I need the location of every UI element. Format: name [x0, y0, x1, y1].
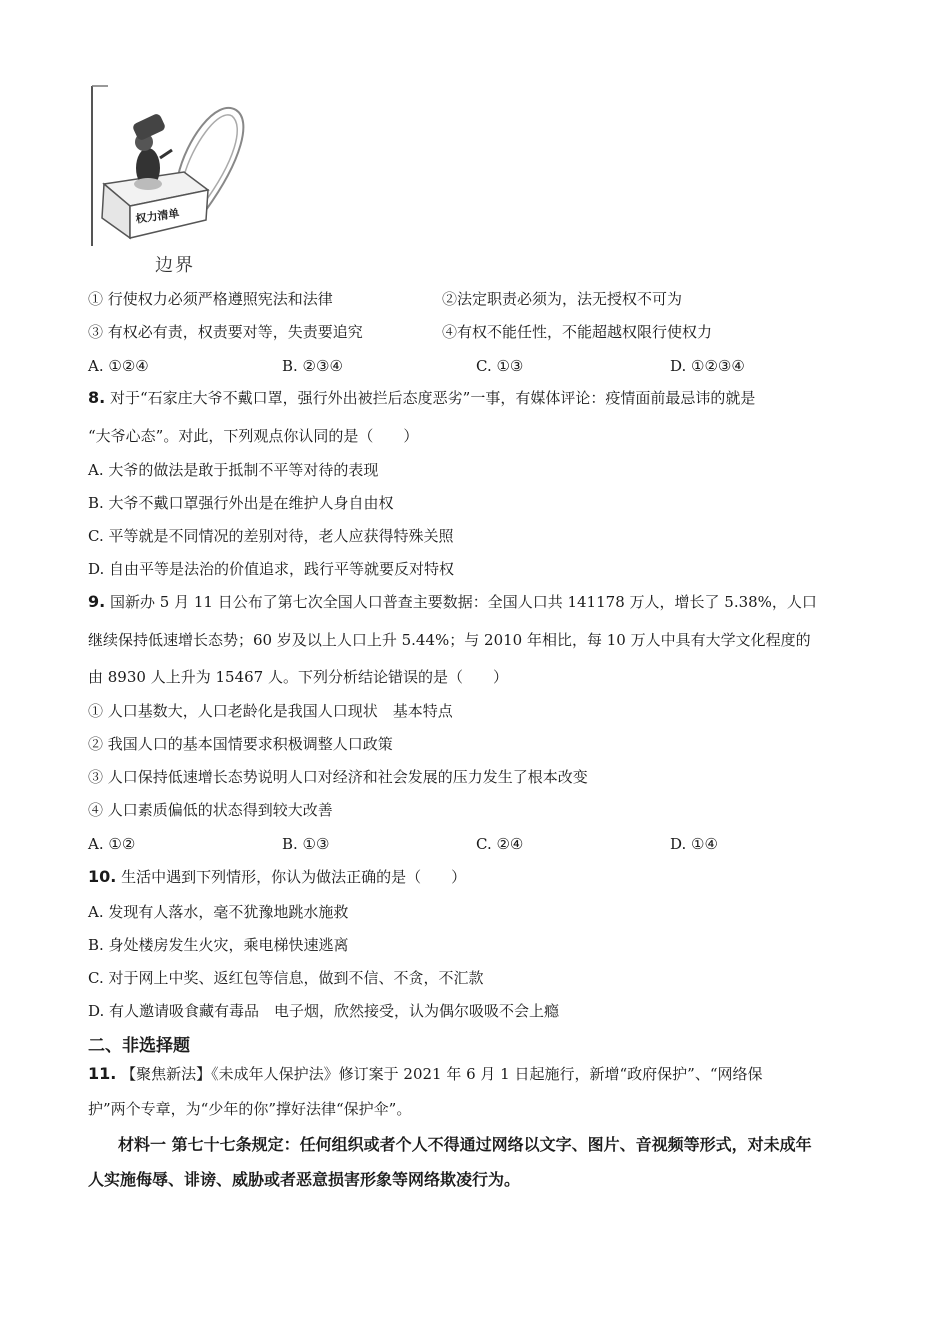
section-heading: 二、非选择题	[88, 1036, 190, 1056]
q7-option-c: C. ①③	[476, 357, 524, 375]
q10-option-b: B. 身处楼房发生火灾，乘电梯快速逃离	[88, 936, 349, 954]
q8-stem-text-1: 对于“石家庄大爷不戴口罩，强行外出被拦后态度恶劣”一事，有媒体评论：疫情面前最忌讳的就是	[110, 389, 756, 407]
q9-statement-4: ④ 人口素质偏低的状态得到较大改善	[88, 801, 333, 819]
q11-stem-text-1: 【聚焦新法】《未成年人保护法》修订案于 2021 年 6 月 1 日起施行，新增“政府保护”、“网络保	[121, 1065, 763, 1083]
q8-option-b: B. 大爷不戴口罩强行外出是在维护人身自由权	[88, 494, 394, 512]
q9-option-d: D. ①④	[670, 835, 718, 853]
q8-number: 8.	[88, 388, 106, 407]
q10-option-d: D. 有人邀请吸食藏有毒品 电子烟，欣然接受，认为偶尔吸吸不会上瘾	[88, 1002, 560, 1020]
q10-option-a: A. 发现有人落水，毫不犹豫地跳水施救	[88, 903, 349, 921]
q8-option-d: D. 自由平等是法治的价值追求，践行平等就要反对特权	[88, 560, 455, 578]
q9-stem-line-1	[88, 592, 817, 612]
q9-option-a: A. ①②	[88, 835, 136, 853]
cartoon-illustration	[86, 80, 246, 276]
q9-statement-3: ③ 人口保持低速增长态势说明人口对经济和社会发展的压力发生了根本改变	[88, 768, 588, 786]
q11-material-line-2: 人实施侮辱、诽谤、威胁或者恶意损害形象等网络欺凌行为。	[88, 1170, 521, 1189]
q11-stem-line-2: 护”两个专章，为“少年的你”撑好法律“保护伞”。	[88, 1100, 412, 1118]
q10-option-c: C. 对于网上中奖、返红包等信息，做到不信、不贪，不汇款	[88, 969, 484, 987]
q8-stem-line-1	[88, 388, 755, 408]
q7-statement-1: ① 行使权力必须严格遵照宪法和法律	[88, 290, 333, 308]
q9-option-b: B. ①③	[282, 835, 330, 853]
cartoon-figure	[86, 80, 246, 276]
q11-number: 11.	[88, 1064, 117, 1083]
q9-option-c: C. ②④	[476, 835, 524, 853]
q10-number: 10.	[88, 867, 117, 886]
q7-option-b: B. ②③④	[282, 357, 343, 375]
q7-statement-4: ④有权不能任性，不能超越权限行使权力	[442, 323, 713, 341]
q9-statement-1: ① 人口基数大，人口老龄化是我国人口现状 基本特点	[88, 702, 453, 720]
q8-stem-line-2: “大爷心态”。对此，下列观点你认同的是（ ）	[88, 427, 419, 445]
box-label: 权力清单	[134, 206, 181, 226]
q11-material-line-1: 材料一 第七十七条规定：任何组织或者个人不得通过网络以文字、图片、音视频等形式，对未成年	[118, 1135, 812, 1154]
q9-statement-2: ② 我国人口的基本国情要求积极调整人口政策	[88, 735, 393, 753]
q7-statement-2: ②法定职责必须为，法无授权不可为	[442, 290, 683, 308]
q11-stem-line-1	[88, 1064, 763, 1084]
q7-option-a: A. ①②④	[88, 357, 149, 375]
q10-stem-text: 生活中遇到下列情形，你认为做法正确的是（ ）	[121, 868, 467, 886]
q8-option-a: A. 大爷的做法是敢于抵制不平等对待的表现	[88, 461, 379, 479]
q9-stem-line-2: 继续保持低速增长态势；60 岁及以上人口上升 5.44%；与 2010 年相比，每 10 万人中具有大学文化程度的	[88, 631, 811, 649]
q7-option-d: D. ①②③④	[670, 357, 745, 375]
q9-stem-text-1: 国新办 5 月 11 日公布了第七次全国人口普查主要数据：全国人口共 141178 万人，增长了 5.38%，人口	[110, 593, 817, 611]
q9-stem-line-3: 由 8930 人上升为 15467 人。下列分析结论错误的是（ ）	[88, 668, 508, 686]
q9-number: 9.	[88, 592, 106, 611]
q10-stem-line	[88, 867, 466, 887]
q8-option-c: C. 平等就是不同情况的差别对待，老人应获得特殊关照	[88, 527, 454, 545]
q7-statement-3: ③ 有权必有责，权责要对等，失责要追究	[88, 323, 363, 341]
figure-caption: 边界	[155, 255, 195, 276]
